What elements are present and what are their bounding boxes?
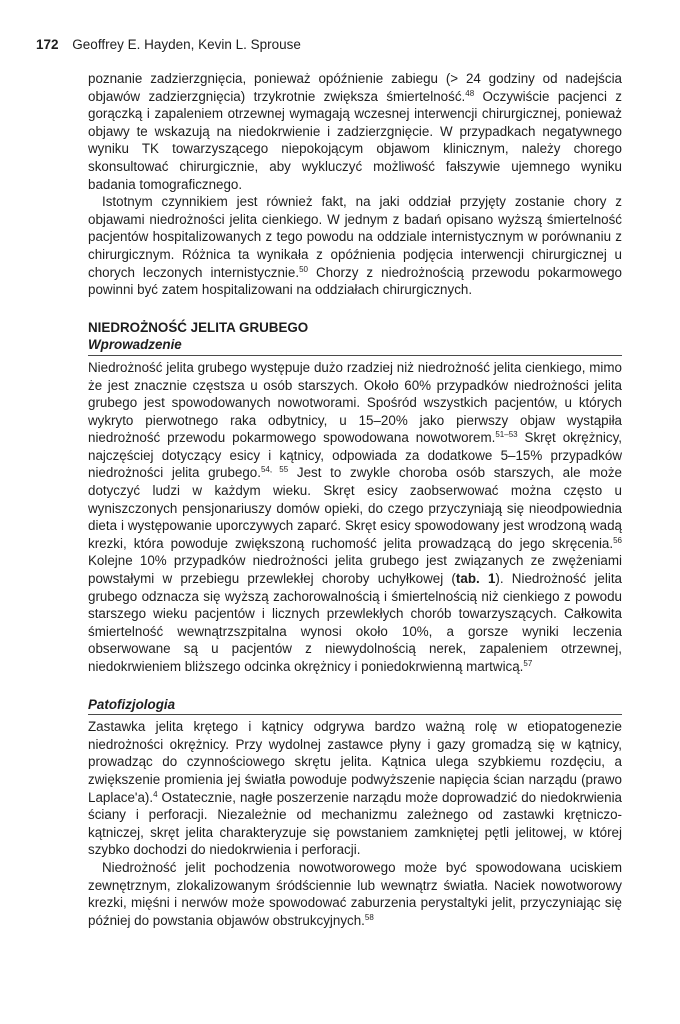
authors: Geoffrey E. Hayden, Kevin L. Sprouse — [72, 37, 301, 52]
p2-text-2: Chorzy z niedrożnością przewodu pokarmowego powinni być zatem hospitalizowani na oddziałach chirurgicznych. — [88, 264, 623, 298]
intro-text-c: Jest to zwykle choroba osób starszych, ale może dotyczyć ludzi w każdym wieku. Skręt esicy zaobserwować można często u wyniszczonych pensjonariuszy domów opieki, do czego przyczyniają się nieodpowiednia dieta i występowanie uporczywych zaparć. Skręt esicy spowodowany jest wrodzoną wadą krezki, która powoduje zwiększoną ruchomość jelita prowadzącą do jego skręcenia. — [88, 465, 622, 551]
intro-text-b: Skręt okrężnicy, najczęściej dotyczący esicy i kątnicy, odpowiada za dodatkowe 5–15% przypadków niedrożności jelita grubego. — [88, 430, 622, 481]
patho-text-b: Ostatecznie, nagłe poszerzenie narządu może doprowadzić do niedokrwienia ściany i perforacji. Niezależnie od mechanizmu zależnego od zastawki krętniczo-kątniczej, skręt jelita charakteryzuje się powstaniem zamkniętej pętli jelitowej, w której szybko dochodzi do niedokrwienia i perforacji. — [88, 789, 622, 858]
subheading-pathophysiology: Patofizjologia — [88, 696, 622, 716]
citation-48: 48 — [465, 88, 475, 98]
table-reference: tab. 1 — [455, 571, 496, 587]
paragraph-introduction — [88, 359, 622, 676]
citation-4: 4 — [153, 789, 158, 799]
intro-text-d: Kolejne 10% przypadków niedrożności jelita grubego jest związanych ze zwężeniami powstałymi w przebiegu przewlekłej choroby uchyłkowej ( — [88, 553, 622, 587]
citation-54-55: 54, 55 — [260, 465, 289, 475]
citation-50: 50 — [299, 264, 308, 274]
paragraph-2 — [88, 193, 622, 299]
citation-58: 58 — [364, 912, 374, 922]
subheading-introduction: Wprowadzenie — [88, 336, 622, 356]
page-body — [88, 70, 622, 929]
patho2-text-a: Niedrożność jelit pochodzenia nowotworowego może być spowodowana uciskiem zewnętrznym, zlokalizowanym śródściennie lub wewnątrz światła. Naciek nowotworowy krezki, mięśni i nerwów może spowodować zaburzenia perystaltyki jelit, przyczyniając się później do powstania objawów obstrukcyjnych. — [88, 859, 622, 928]
intro-text-a: Niedrożność jelita grubego występuje dużo rzadziej niż niedrożność jelita cienkiego, mimo że jest znacznie częstsza u osób starszych. Około 60% przypadków niedrożności jelita grubego jest spowodowanych nowotworami. Spośród wszystkich pacjentów, u których wykryto pierwotnego raka odbytnicy, u 15–20% jako pierwszy objaw wystąpiła niedrożność przewodu pokarmowego spowodowana nowotworem. — [88, 359, 622, 446]
running-head — [36, 36, 626, 54]
citation-51-53: 51–53 — [495, 430, 518, 440]
paragraph-pathophysiology-2 — [88, 859, 622, 929]
citation-56: 56 — [613, 535, 622, 545]
intro-text-e: ). Niedrożność jelita grubego odznacza się wyższą zachorowalnością i śmiertelnością niż cienkiego z powodu starszego wieku pacjentów i licznych przewlekłych chorób towarzyszących. Całkowita śmiertelność wewnątrzszpitalna wynosi około 10%, a gorsze wyniki leczenia obserwowane są u pacjentów z niewydolnością nerek, zapaleniem otrzewnej, niedokrwieniem bliższego odcinka okrężnicy i poniedokrwienną martwicą. — [88, 571, 622, 674]
section-title: NIEDROŻNOŚĆ JELITA GRUBEGO — [88, 319, 309, 335]
paragraph-1 — [88, 70, 622, 193]
citation-57: 57 — [523, 659, 533, 668]
p1-text: poznanie zadzierzgnięcia, ponieważ opóźnienie zabiegu (> 24 godziny od nadejścia objawów zadzierzgnięcia) trzykrotnie zwiększa śmiertelność. — [88, 71, 622, 104]
p1-text-2: Oczywiście pacjenci z gorączką i zapaleniem otrzewnej wymagają wczesnej interwencji chirurgicznej, ponieważ objawy te wskazują na niedokrwienie i zadzierzgnięcie. W przypadkach negatywnego wyniku TK towarzyszącego niepokojącym objawom klinicznym, należy chorego skonsultować chirurgicznie, aby wykluczyć możliwość fałszywie ujemnego wyniku badania tomograficznego. — [88, 88, 623, 192]
p2-text: Istotnym czynnikiem jest również fakt, na jaki oddział przyjęty zostanie chory z objawami niedrożności jelita cienkiego. W jednym z badań opisano wyższą śmiertelność pacjentów hospitalizowanych z tego powodu na oddziale internistycznym w porównaniu z chirurgicznym. Różnica ta wynikała z opóźnienia podjęcia interwencji chirurgicznej u chorych leczonych internistycznie. — [88, 194, 622, 280]
patho-text-a: Zastawka jelita krętego i kątnicy odgrywa bardzo ważną rolę w etiopatogenezie niedrożności okrężnicy. Przy wydolnej zastawce płyny i gazy gromadzą się w kątnicy, prowadząc do czynnościowego skrętu jelita. Kątnica ulega szybkiemu rozdęciu, a zwiększenie promienia jej światła powoduje podwyższenie napięcia ścian narządu (prawo Laplace'a). — [88, 719, 622, 805]
page-number: 172 — [36, 37, 59, 52]
paragraph-pathophysiology — [88, 718, 622, 859]
